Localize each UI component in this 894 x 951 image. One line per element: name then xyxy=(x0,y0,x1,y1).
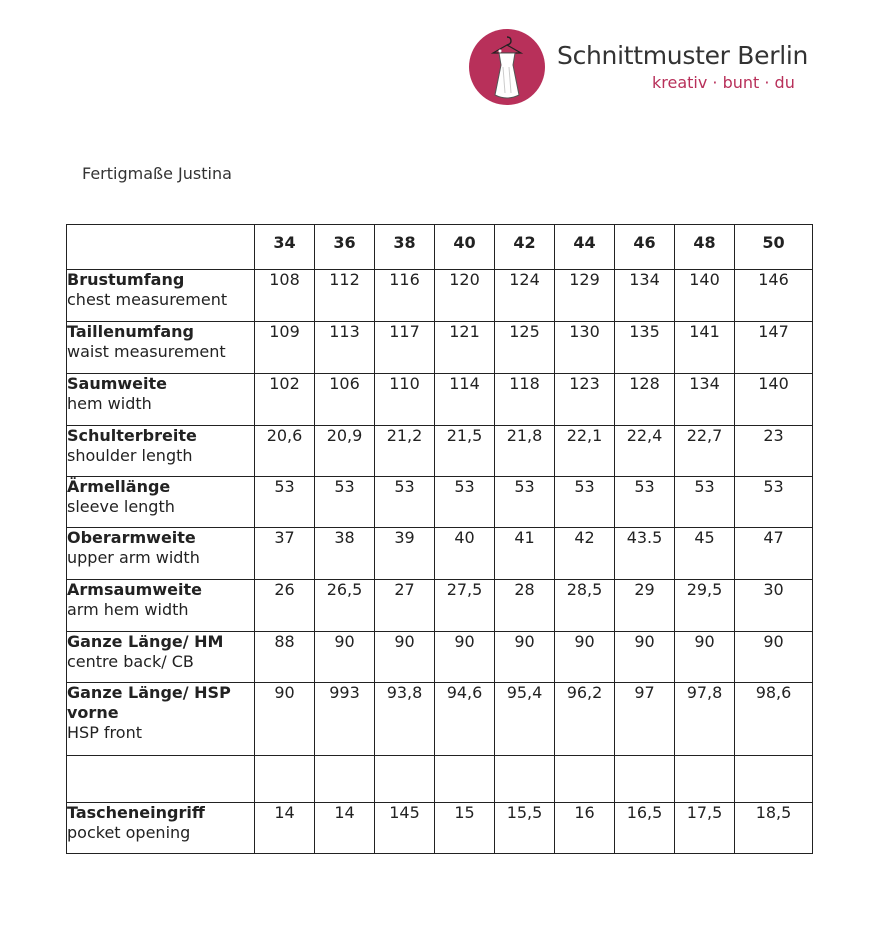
measurement-value-cell: 41 xyxy=(495,528,555,580)
measurement-value-cell: 30 xyxy=(735,580,813,632)
measurement-name-en: hem width xyxy=(67,394,152,413)
measurement-value-cell: 90 xyxy=(675,632,735,683)
measurement-name-de: Tascheneingriff xyxy=(67,803,205,822)
measurement-value-cell: 29,5 xyxy=(675,580,735,632)
measurement-value-cell xyxy=(615,756,675,803)
measurement-row xyxy=(67,683,813,756)
measurement-label-cell xyxy=(67,426,255,477)
measurement-name-de: Oberarmweite xyxy=(67,528,196,547)
size-header-cell: 50 xyxy=(735,225,813,270)
measurement-value-cell: 53 xyxy=(255,477,315,528)
size-header-cell: 44 xyxy=(555,225,615,270)
measurement-value-cell: 90 xyxy=(555,632,615,683)
measurement-value-cell: 53 xyxy=(375,477,435,528)
measurement-value-cell: 94,6 xyxy=(435,683,495,756)
measurement-name-en: waist measurement xyxy=(67,342,226,361)
measurement-value-cell: 140 xyxy=(675,270,735,322)
measurement-value-cell: 88 xyxy=(255,632,315,683)
measurement-value-cell: 117 xyxy=(375,322,435,374)
measurement-value-cell: 17,5 xyxy=(675,803,735,854)
measurement-value-cell: 123 xyxy=(555,374,615,426)
measurement-row xyxy=(67,426,813,477)
measurement-value-cell xyxy=(555,756,615,803)
measurement-value-cell: 113 xyxy=(315,322,375,374)
measurement-value-cell: 26,5 xyxy=(315,580,375,632)
measurement-value-cell: 28,5 xyxy=(555,580,615,632)
measurement-row xyxy=(67,270,813,322)
measurement-row xyxy=(67,528,813,580)
measurement-value-cell: 53 xyxy=(735,477,813,528)
measurement-value-cell: 124 xyxy=(495,270,555,322)
measurement-value-cell: 21,8 xyxy=(495,426,555,477)
measurement-value-cell: 15,5 xyxy=(495,803,555,854)
measurement-name-en: chest measurement xyxy=(67,290,228,309)
measurement-value-cell: 22,7 xyxy=(675,426,735,477)
size-header-cell: 48 xyxy=(675,225,735,270)
measurement-value-cell: 95,4 xyxy=(495,683,555,756)
measurement-value-cell: 37 xyxy=(255,528,315,580)
measurement-name-de: Taillenumfang xyxy=(67,322,195,341)
size-header-cell: 34 xyxy=(255,225,315,270)
measurement-value-cell: 93,8 xyxy=(375,683,435,756)
measurement-value-cell: 112 xyxy=(315,270,375,322)
measurement-value-cell: 16,5 xyxy=(615,803,675,854)
measurement-value-cell: 53 xyxy=(615,477,675,528)
measurement-row xyxy=(67,322,813,374)
measurement-value-cell: 97,8 xyxy=(675,683,735,756)
measurement-value-cell: 53 xyxy=(555,477,615,528)
measurement-value-cell: 140 xyxy=(735,374,813,426)
measurement-value-cell: 39 xyxy=(375,528,435,580)
measurement-row xyxy=(67,632,813,683)
measurement-name-en: arm hem width xyxy=(67,600,189,619)
measurement-value-cell: 22,1 xyxy=(555,426,615,477)
measurement-label-cell xyxy=(67,477,255,528)
measurement-name-de: Schulterbreite xyxy=(67,426,197,445)
measurement-label-cell xyxy=(67,322,255,374)
document-title: Fertigmaße Justina xyxy=(82,164,232,183)
measurement-label-cell xyxy=(67,270,255,322)
size-header-cell: 36 xyxy=(315,225,375,270)
measurement-value-cell xyxy=(495,756,555,803)
measurement-name-en: pocket opening xyxy=(67,823,191,842)
measurement-name-de: Brustumfang xyxy=(67,270,185,289)
measurement-value-cell: 120 xyxy=(435,270,495,322)
measurement-name-de: Ganze Länge/ HSP vorne xyxy=(67,683,231,722)
measurement-value-cell: 45 xyxy=(675,528,735,580)
measurement-value-cell: 38 xyxy=(315,528,375,580)
measurement-value-cell: 134 xyxy=(675,374,735,426)
measurement-name-de: Armsaumweite xyxy=(67,580,202,599)
measurement-value-cell: 22,4 xyxy=(615,426,675,477)
measurement-value-cell: 53 xyxy=(435,477,495,528)
measurement-value-cell: 141 xyxy=(675,322,735,374)
measurement-value-cell: 121 xyxy=(435,322,495,374)
measurement-value-cell: 29 xyxy=(615,580,675,632)
measurement-value-cell: 90 xyxy=(615,632,675,683)
measurement-value-cell: 102 xyxy=(255,374,315,426)
measurement-value-cell: 14 xyxy=(255,803,315,854)
measurement-value-cell xyxy=(675,756,735,803)
measurement-value-cell: 43.5 xyxy=(615,528,675,580)
measurement-value-cell: 20,9 xyxy=(315,426,375,477)
measurement-value-cell: 90 xyxy=(315,632,375,683)
brand-tagline: kreativ · bunt · du xyxy=(652,73,795,92)
measurement-value-cell: 146 xyxy=(735,270,813,322)
measurement-value-cell: 14 xyxy=(315,803,375,854)
measurement-label-cell xyxy=(67,683,255,756)
measurement-name-en: shoulder length xyxy=(67,446,193,465)
size-header-cell: 42 xyxy=(495,225,555,270)
measurement-value-cell: 125 xyxy=(495,322,555,374)
measurement-value-cell: 21,2 xyxy=(375,426,435,477)
measurement-value-cell: 108 xyxy=(255,270,315,322)
measurement-value-cell: 42 xyxy=(555,528,615,580)
measurement-value-cell: 96,2 xyxy=(555,683,615,756)
measurement-value-cell: 116 xyxy=(375,270,435,322)
measurement-value-cell: 90 xyxy=(495,632,555,683)
measurement-value-cell: 53 xyxy=(315,477,375,528)
measurement-value-cell: 53 xyxy=(675,477,735,528)
measurement-value-cell: 90 xyxy=(435,632,495,683)
measurement-label-cell xyxy=(67,756,255,803)
measurement-value-cell: 16 xyxy=(555,803,615,854)
measurement-value-cell: 28 xyxy=(495,580,555,632)
measurement-value-cell: 118 xyxy=(495,374,555,426)
measurement-value-cell xyxy=(735,756,813,803)
measurement-value-cell: 21,5 xyxy=(435,426,495,477)
measurement-value-cell: 23 xyxy=(735,426,813,477)
size-header-cell: 40 xyxy=(435,225,495,270)
measurement-row xyxy=(67,756,813,803)
measurement-name-en: upper arm width xyxy=(67,548,200,567)
measurement-value-cell: 145 xyxy=(375,803,435,854)
measurement-value-cell: 26 xyxy=(255,580,315,632)
size-header-cell: 46 xyxy=(615,225,675,270)
measurement-value-cell: 27,5 xyxy=(435,580,495,632)
measurement-value-cell: 18,5 xyxy=(735,803,813,854)
measurement-name-de: Saumweite xyxy=(67,374,167,393)
measurement-value-cell: 110 xyxy=(375,374,435,426)
measurement-row xyxy=(67,580,813,632)
header-corner-cell xyxy=(67,225,255,270)
measurement-value-cell: 130 xyxy=(555,322,615,374)
measurement-value-cell xyxy=(315,756,375,803)
measurement-value-cell: 129 xyxy=(555,270,615,322)
measurement-label-cell xyxy=(67,374,255,426)
measurement-value-cell: 20,6 xyxy=(255,426,315,477)
measurement-label-cell xyxy=(67,803,255,854)
size-header-row xyxy=(67,225,813,270)
measurement-label-cell xyxy=(67,580,255,632)
brand-name: Schnittmuster Berlin xyxy=(557,41,809,70)
measurement-name-de: Ganze Länge/ HM xyxy=(67,632,224,651)
measurement-value-cell: 135 xyxy=(615,322,675,374)
measurement-name-de: Ärmellänge xyxy=(67,477,171,496)
measurement-value-cell: 97 xyxy=(615,683,675,756)
measurement-name-en: centre back/ CB xyxy=(67,652,194,671)
size-chart-table xyxy=(66,224,813,854)
measurement-value-cell: 106 xyxy=(315,374,375,426)
dress-on-hanger-icon xyxy=(469,29,545,105)
measurement-value-cell: 27 xyxy=(375,580,435,632)
measurement-value-cell: 15 xyxy=(435,803,495,854)
measurement-row xyxy=(67,374,813,426)
measurement-value-cell xyxy=(435,756,495,803)
measurement-name-en: sleeve length xyxy=(67,497,175,516)
measurement-value-cell: 128 xyxy=(615,374,675,426)
measurement-label-cell xyxy=(67,528,255,580)
measurement-value-cell xyxy=(375,756,435,803)
measurement-value-cell: 90 xyxy=(375,632,435,683)
measurement-row xyxy=(67,477,813,528)
measurement-name-en: HSP front xyxy=(67,723,142,742)
measurement-label-cell xyxy=(67,632,255,683)
measurement-value-cell: 134 xyxy=(615,270,675,322)
measurement-value-cell: 993 xyxy=(315,683,375,756)
measurement-value-cell: 90 xyxy=(255,683,315,756)
size-header-cell: 38 xyxy=(375,225,435,270)
measurement-value-cell: 109 xyxy=(255,322,315,374)
measurement-value-cell: 147 xyxy=(735,322,813,374)
measurement-value-cell: 98,6 xyxy=(735,683,813,756)
measurement-value-cell: 47 xyxy=(735,528,813,580)
measurement-value-cell: 114 xyxy=(435,374,495,426)
measurement-value-cell: 90 xyxy=(735,632,813,683)
measurement-value-cell: 40 xyxy=(435,528,495,580)
brand-logo xyxy=(469,29,809,109)
measurement-row xyxy=(67,803,813,854)
measurement-value-cell xyxy=(255,756,315,803)
measurement-value-cell: 53 xyxy=(495,477,555,528)
